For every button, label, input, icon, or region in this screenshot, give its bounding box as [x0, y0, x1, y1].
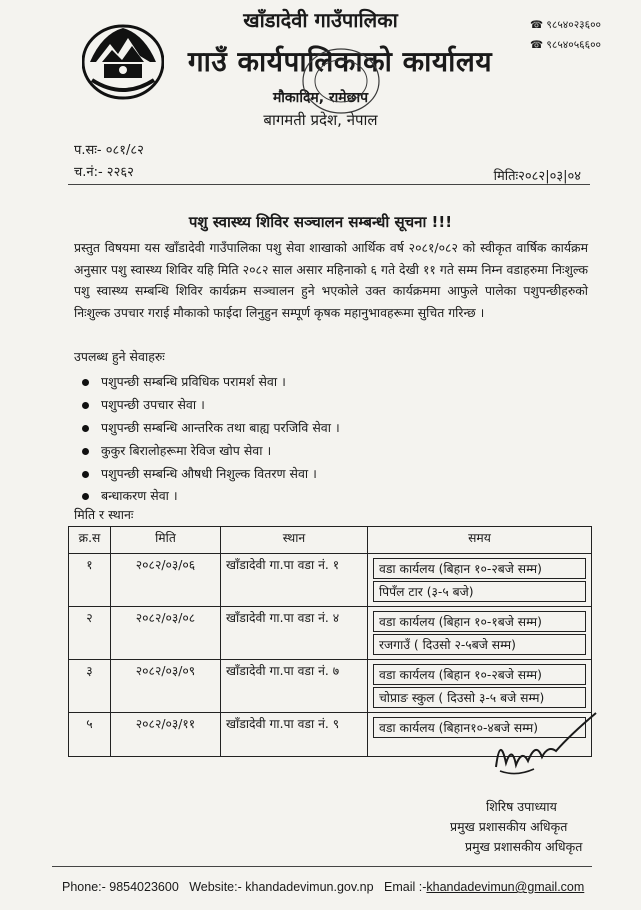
row-place: खाँडादेवी गा.पा वडा नं. ९ [221, 713, 368, 757]
signatory-designation-stamp: प्रमुख प्रशासकीय अधिकृत [465, 839, 583, 854]
bullet-icon [82, 379, 89, 386]
bullet-icon [82, 448, 89, 455]
service-item: कुकुर बिरालोहरूमा रेविज खोप सेवा । [82, 442, 271, 459]
row-time [368, 607, 592, 660]
notice-title: पशु स्वास्थ्य शिविर सञ्चालन सम्बन्धी सूचना !!! [188, 213, 453, 231]
municipality-name: खाँडादेवी गाउँपालिका [243, 8, 398, 32]
patra-sankhya: प.सः- ०८१/८२ [74, 143, 144, 158]
row-sn: ५ [69, 713, 111, 757]
row-date: २०८२/०३/०८ [111, 607, 221, 660]
time-slot: वडा कार्यलय (बिहान १०-१बजे सम्म) [373, 611, 586, 632]
header-place: स्थान [221, 527, 368, 554]
service-item: पशुपन्छी सम्बन्धि प्रविधिक परामर्श सेवा । [82, 373, 286, 390]
time-slot: वडा कार्यलय (बिहान१०-४बजे सम्म) [373, 717, 586, 738]
row-sn: २ [69, 607, 111, 660]
footer-phone: Phone:- 9854023600 [62, 880, 179, 894]
signatory-designation: प्रमुख प्रशासकीय अधिकृत [450, 819, 568, 834]
row-place: खाँडादेवी गा.पा वडा नं. ४ [221, 607, 368, 660]
service-item: पशुपन्छी सम्बन्धि आन्तरिक तथा बाह्य परजिवि सेवा । [82, 419, 340, 436]
service-item: पशुपन्छी उपचार सेवा । [82, 396, 205, 413]
row-date: २०८२/०३/०९ [111, 660, 221, 713]
row-time [368, 554, 592, 607]
header-divider [68, 184, 590, 185]
phone-number-1: ☎ ९८५४०२३६०० [530, 19, 602, 31]
footer-website[interactable]: Website:- khandadevimun.gov.np [189, 880, 374, 894]
time-slot: चोप्राङ स्कुल ( दिउसो ३-५ बजे सम्म) [373, 687, 586, 708]
row-place: खाँडादेवी गा.पा वडा नं. ७ [221, 660, 368, 713]
row-place: खाँडादेवी गा.पा वडा नं. १ [221, 554, 368, 607]
handwritten-signature [486, 705, 606, 785]
services-heading: उपलब्ध हुने सेवाहरुः [74, 349, 165, 364]
table-row [69, 554, 592, 607]
table-row [69, 607, 592, 660]
table-header-row [69, 527, 592, 554]
office-seal-stamp [300, 46, 382, 116]
footer-divider [52, 866, 592, 867]
date-place-heading: मिति र स्थानः [74, 507, 134, 522]
row-date: २०८२/०३/११ [111, 713, 221, 757]
header-date: मिति [111, 527, 221, 554]
letter-date: मितिः२०८२|०३|०४ [493, 169, 581, 184]
row-sn: १ [69, 554, 111, 607]
time-slot: वडा कार्यलय (बिहान १०-२बजे सम्म) [373, 664, 586, 685]
row-date: २०८२/०३/०६ [111, 554, 221, 607]
footer-email-label: Email :- [384, 880, 427, 894]
signatory-name: शिरिष उपाध्याय [486, 799, 557, 814]
time-slot: वडा कार्यलय (बिहान १०-२बजे सम्म) [373, 558, 586, 579]
time-slot: रजगाउँ ( दिउसो २-५बजे सम्म) [373, 634, 586, 655]
footer-contact [62, 880, 584, 894]
bullet-icon [82, 471, 89, 478]
service-item: पशुपन्छी सम्बन्धि औषधी निशुल्क वितरण सेवा । [82, 465, 317, 482]
office-address: मौकादिम, रामेछाप [272, 90, 369, 106]
header-time: समय [368, 527, 592, 554]
phone-number-2: ☎ ९८५४०५६६०० [530, 39, 602, 51]
province: बागमती प्रदेश, नेपाल [263, 111, 378, 129]
bullet-icon [82, 402, 89, 409]
bullet-icon [82, 425, 89, 432]
notice-body: प्रस्तुत विषयमा यस खाँडादेवी गाउँपालिका पशु सेवा शाखाको आर्थिक वर्ष २०८१/०८२ को स्वीकृत वार्षिक कार्यक्रम अनुसार पशु स्वास्थ्य शिविर यहि मिति २०८२ साल असार महिनाको ६ गते देखी ११ गते सम्म निम्न वडाहरुमा निःशुल्क पशु स्वास्थ्य सम्बन्धि शिविर कार्यक्रम सञ्चालन हुने भएकोले उक्त कार्यक्रममा आफुले पालेका पशुपन्छीहरुको निःशुल्क उपचार गराई मौकाको फाईदा लिनुहुन सम्पूर्ण कृषक महानुभावहरूमा सुचित गरिन्छ । [74, 240, 588, 320]
bullet-icon [82, 493, 89, 500]
footer-email[interactable]: khandadevimun@gmail.com [426, 880, 585, 894]
header-sn: क्र.स [69, 527, 111, 554]
time-slot: पिपँल टार (३-५ बजे) [373, 581, 586, 602]
row-sn: ३ [69, 660, 111, 713]
office-name: गाउँ कार्यपालिकाको कार्यालय [187, 45, 493, 78]
chalani-number: च.नं:- २२६२ [74, 165, 134, 180]
service-item: बन्धाकरण सेवा । [82, 487, 178, 504]
